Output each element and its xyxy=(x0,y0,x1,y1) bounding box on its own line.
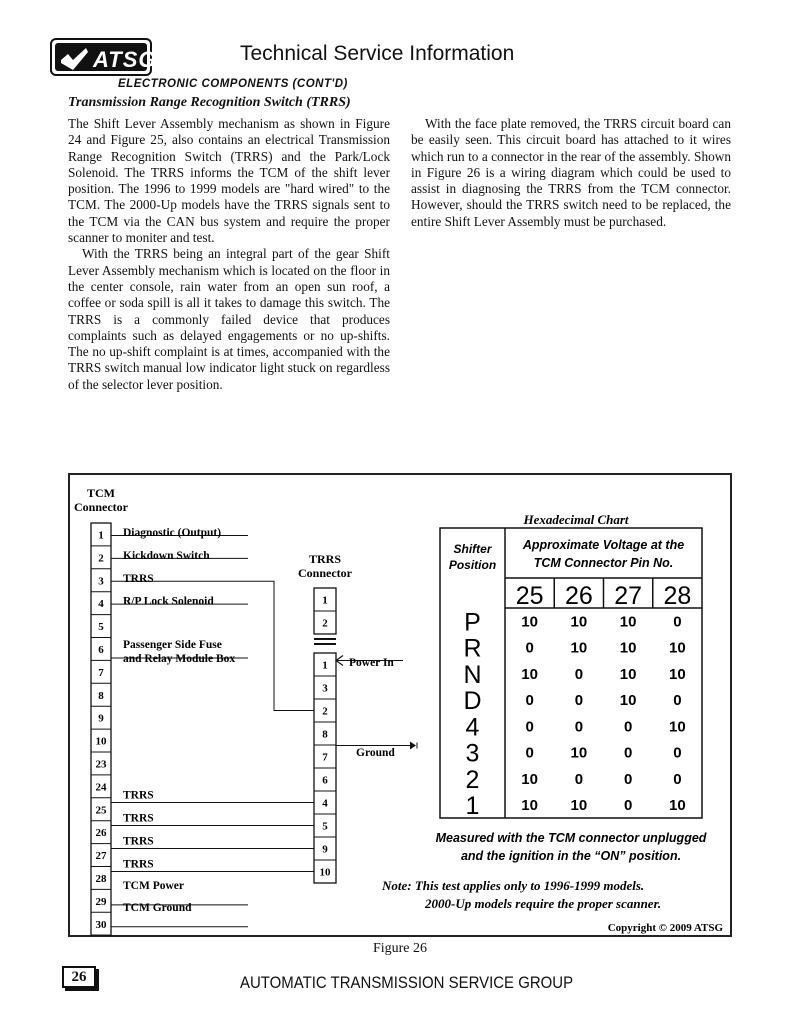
voltage-value: 0 xyxy=(623,797,633,814)
voltage-value: 10 xyxy=(619,665,637,683)
tcm-pin-number: 26 xyxy=(95,827,107,840)
voltage-header: TCM Connector Pin No. xyxy=(533,556,674,570)
wire-label: TRRS xyxy=(123,858,154,871)
wire-label: TCM Power xyxy=(123,880,184,892)
voltage-value: 10 xyxy=(570,639,588,657)
hex-chart-title: Hexadecimal Chart xyxy=(523,512,629,527)
pin-column-header: 28 xyxy=(663,582,692,610)
wire-label: TCM Ground xyxy=(123,902,192,914)
voltage-value: 10 xyxy=(619,613,637,631)
voltage-value: 10 xyxy=(619,639,637,657)
atsg-logo xyxy=(50,38,157,76)
tcm-pin-number: 10 xyxy=(95,735,107,748)
footer-text: AUTOMATIC TRANSMISSION SERVICE GROUP xyxy=(240,973,574,992)
trrs-pin-number: 10 xyxy=(319,866,331,879)
right-column-text xyxy=(411,116,731,230)
ground-icon xyxy=(410,742,416,750)
tcm-connector-label: TCM xyxy=(87,486,115,500)
trrs-pin-number: 1 xyxy=(322,659,328,672)
trrs-pin-number: 5 xyxy=(322,820,328,833)
copyright: Copyright © 2009 ATSG xyxy=(607,922,723,934)
voltage-value: 0 xyxy=(574,718,584,736)
section-label: ELECTRONIC COMPONENTS (CONT'D) xyxy=(118,78,348,90)
trrs-pin-number: 7 xyxy=(322,751,328,764)
tcm-pin-number: 8 xyxy=(98,689,104,702)
voltage-value: 10 xyxy=(570,797,588,814)
voltage-value: 0 xyxy=(525,639,534,657)
shifter-position: D xyxy=(463,687,482,715)
voltage-value: 0 xyxy=(525,692,534,709)
shifter-position: P xyxy=(464,608,481,637)
pin-column-header: 26 xyxy=(564,582,593,610)
tcm-pin-number: 3 xyxy=(98,575,104,588)
power-in-label: Power In xyxy=(349,657,394,669)
tcm-pin-number: 24 xyxy=(95,781,107,794)
test-note: 2000-Up models require the proper scanner. xyxy=(425,896,662,911)
voltage-value: 10 xyxy=(521,665,538,683)
logo-badge xyxy=(55,43,157,72)
shifter-position: 4 xyxy=(465,713,480,742)
voltage-value: 0 xyxy=(673,744,682,762)
shifter-position: 3 xyxy=(465,739,480,768)
trrs-pin-number: 6 xyxy=(322,774,328,787)
paragraph: The Shift Lever Assembly mechanism as shown in Figure 24 and Figure 25, also contains an electrical Transmission Range Recognition Switch (TRRS) and the Park/Lock Solenoid. The TRRS informs the TCM of the shift lever position. The 1996 to 1999 models are "hard wired" to the TCM. The 2000-Up models have the TRRS signals sent to the TCM via the CAN bus system and require the proper scanner to moniter and test. xyxy=(68,116,390,246)
subheading: Transmission Range Recognition Switch (TRRS) xyxy=(68,95,351,110)
voltage-value: 0 xyxy=(673,770,682,788)
voltage-header: Approximate Voltage at the xyxy=(522,538,685,552)
trrs-pin-number: 2 xyxy=(322,617,328,630)
trrs-pin-number: 9 xyxy=(322,843,328,856)
tcm-pin-number: 9 xyxy=(98,712,104,725)
shifter-position: 1 xyxy=(465,792,480,820)
voltage-value: 0 xyxy=(525,744,534,762)
wire-label: Kickdown Switch xyxy=(123,549,210,562)
tcm-pin-number: 25 xyxy=(95,804,107,817)
pin-column-header: 25 xyxy=(515,582,544,610)
voltage-value: 10 xyxy=(521,797,538,814)
tcm-pin-number: 27 xyxy=(95,850,107,863)
tcm-pin-number: 2 xyxy=(98,552,104,565)
voltage-value: 10 xyxy=(669,718,686,736)
trrs-pin-number: 3 xyxy=(322,682,328,695)
tcm-pin-number: 7 xyxy=(98,666,104,679)
wire-label: TRRS xyxy=(123,572,154,585)
wire-label: TRRS xyxy=(123,835,154,848)
tcm-pin-number: 28 xyxy=(95,872,107,885)
voltage-value: 10 xyxy=(570,613,588,631)
shifter-position-header: Position xyxy=(448,558,497,572)
tcm-pin-number: 6 xyxy=(98,643,104,656)
wiring-diagram xyxy=(68,473,732,937)
tcm-pin-number: 29 xyxy=(95,895,107,908)
wire-label: Diagnostic (Output) xyxy=(123,527,222,539)
shifter-position: 2 xyxy=(465,765,480,794)
wire-label: and Relay Module Box xyxy=(123,653,236,665)
tcm-pin-number: 30 xyxy=(95,918,107,931)
voltage-value: 10 xyxy=(669,797,686,814)
tcm-pin-number: 5 xyxy=(98,621,104,634)
measure-note: Measured with the TCM connector unplugged xyxy=(435,831,707,845)
shifter-position: N xyxy=(463,660,482,689)
left-column-text xyxy=(68,116,390,393)
wire-label: R/P Lock Solenoid xyxy=(123,595,214,608)
checkmark-icon xyxy=(59,46,89,72)
voltage-value: 0 xyxy=(525,718,534,736)
trrs-pin-number: 1 xyxy=(322,594,328,607)
wire-label: TRRS xyxy=(123,789,154,802)
page-number: 26 xyxy=(62,966,96,988)
voltage-value: 0 xyxy=(623,770,633,788)
ground-label: Ground xyxy=(356,747,395,759)
voltage-value: 10 xyxy=(521,770,538,788)
measure-note: and the ignition in the “ON” position. xyxy=(460,849,682,863)
pin-column-header: 27 xyxy=(614,582,643,610)
voltage-value: 0 xyxy=(574,665,584,683)
voltage-value: 10 xyxy=(521,613,538,631)
shifter-position: R xyxy=(463,634,482,663)
trrs-pin-number: 8 xyxy=(322,728,328,741)
voltage-value: 10 xyxy=(669,639,686,657)
voltage-value: 10 xyxy=(669,665,686,683)
trrs-connector-label: Connector xyxy=(298,566,352,580)
voltage-value: 0 xyxy=(574,770,584,788)
voltage-value: 0 xyxy=(574,692,584,709)
trrs-pin-number: 4 xyxy=(322,797,328,810)
trrs-pin-number: 2 xyxy=(322,705,328,718)
tcm-pin-number: 4 xyxy=(98,598,104,611)
voltage-value: 0 xyxy=(673,692,682,709)
trrs-connector-label: TRRS xyxy=(308,552,342,566)
shifter-position-header: Shifter xyxy=(453,542,492,556)
page-title: Technical Service Information xyxy=(240,42,515,65)
voltage-value: 0 xyxy=(673,613,682,631)
paragraph: With the TRRS being an integral part of the gear Shift Lever Assembly mechanism which is located on the floor in the center console, rain water from an open sun roof, a coffee or soda spill is all it takes to damage this switch. The TRRS is a commonly failed device that produces complaints such as delayed engagements or no up-shifts. The no up-shift complaint is at times, accompanied with the TRRS switch manual low indicator light stuck on regardless of the selector lever position. xyxy=(68,246,390,392)
wire-label: TRRS xyxy=(123,812,154,825)
logo-text: ATSG xyxy=(93,47,157,72)
tcm-pin-number: 23 xyxy=(95,758,107,771)
tcm-pin-number: 1 xyxy=(98,529,104,542)
voltage-value: 10 xyxy=(619,692,637,709)
figure-caption: Figure 26 xyxy=(372,941,428,956)
voltage-value: 0 xyxy=(623,718,633,736)
test-note: Note: This test applies only to 1996-1999 models. xyxy=(382,878,645,893)
voltage-value: 0 xyxy=(623,744,633,762)
wire-label: Passenger Side Fuse xyxy=(123,639,222,651)
paragraph: With the face plate removed, the TRRS circuit board can be easily seen. This circuit board has attached to it wires which run to a connector in the rear of the assembly. Shown in Figure 26 is a wiring diagram which could be used to assist in diagnosing the TRRS from the TCM connector. However, should the TRRS switch need to be replaced, the entire Shift Lever Assembly must be purchased. xyxy=(411,116,731,229)
voltage-value: 10 xyxy=(570,744,588,762)
tcm-connector-label: Connector xyxy=(74,500,128,514)
